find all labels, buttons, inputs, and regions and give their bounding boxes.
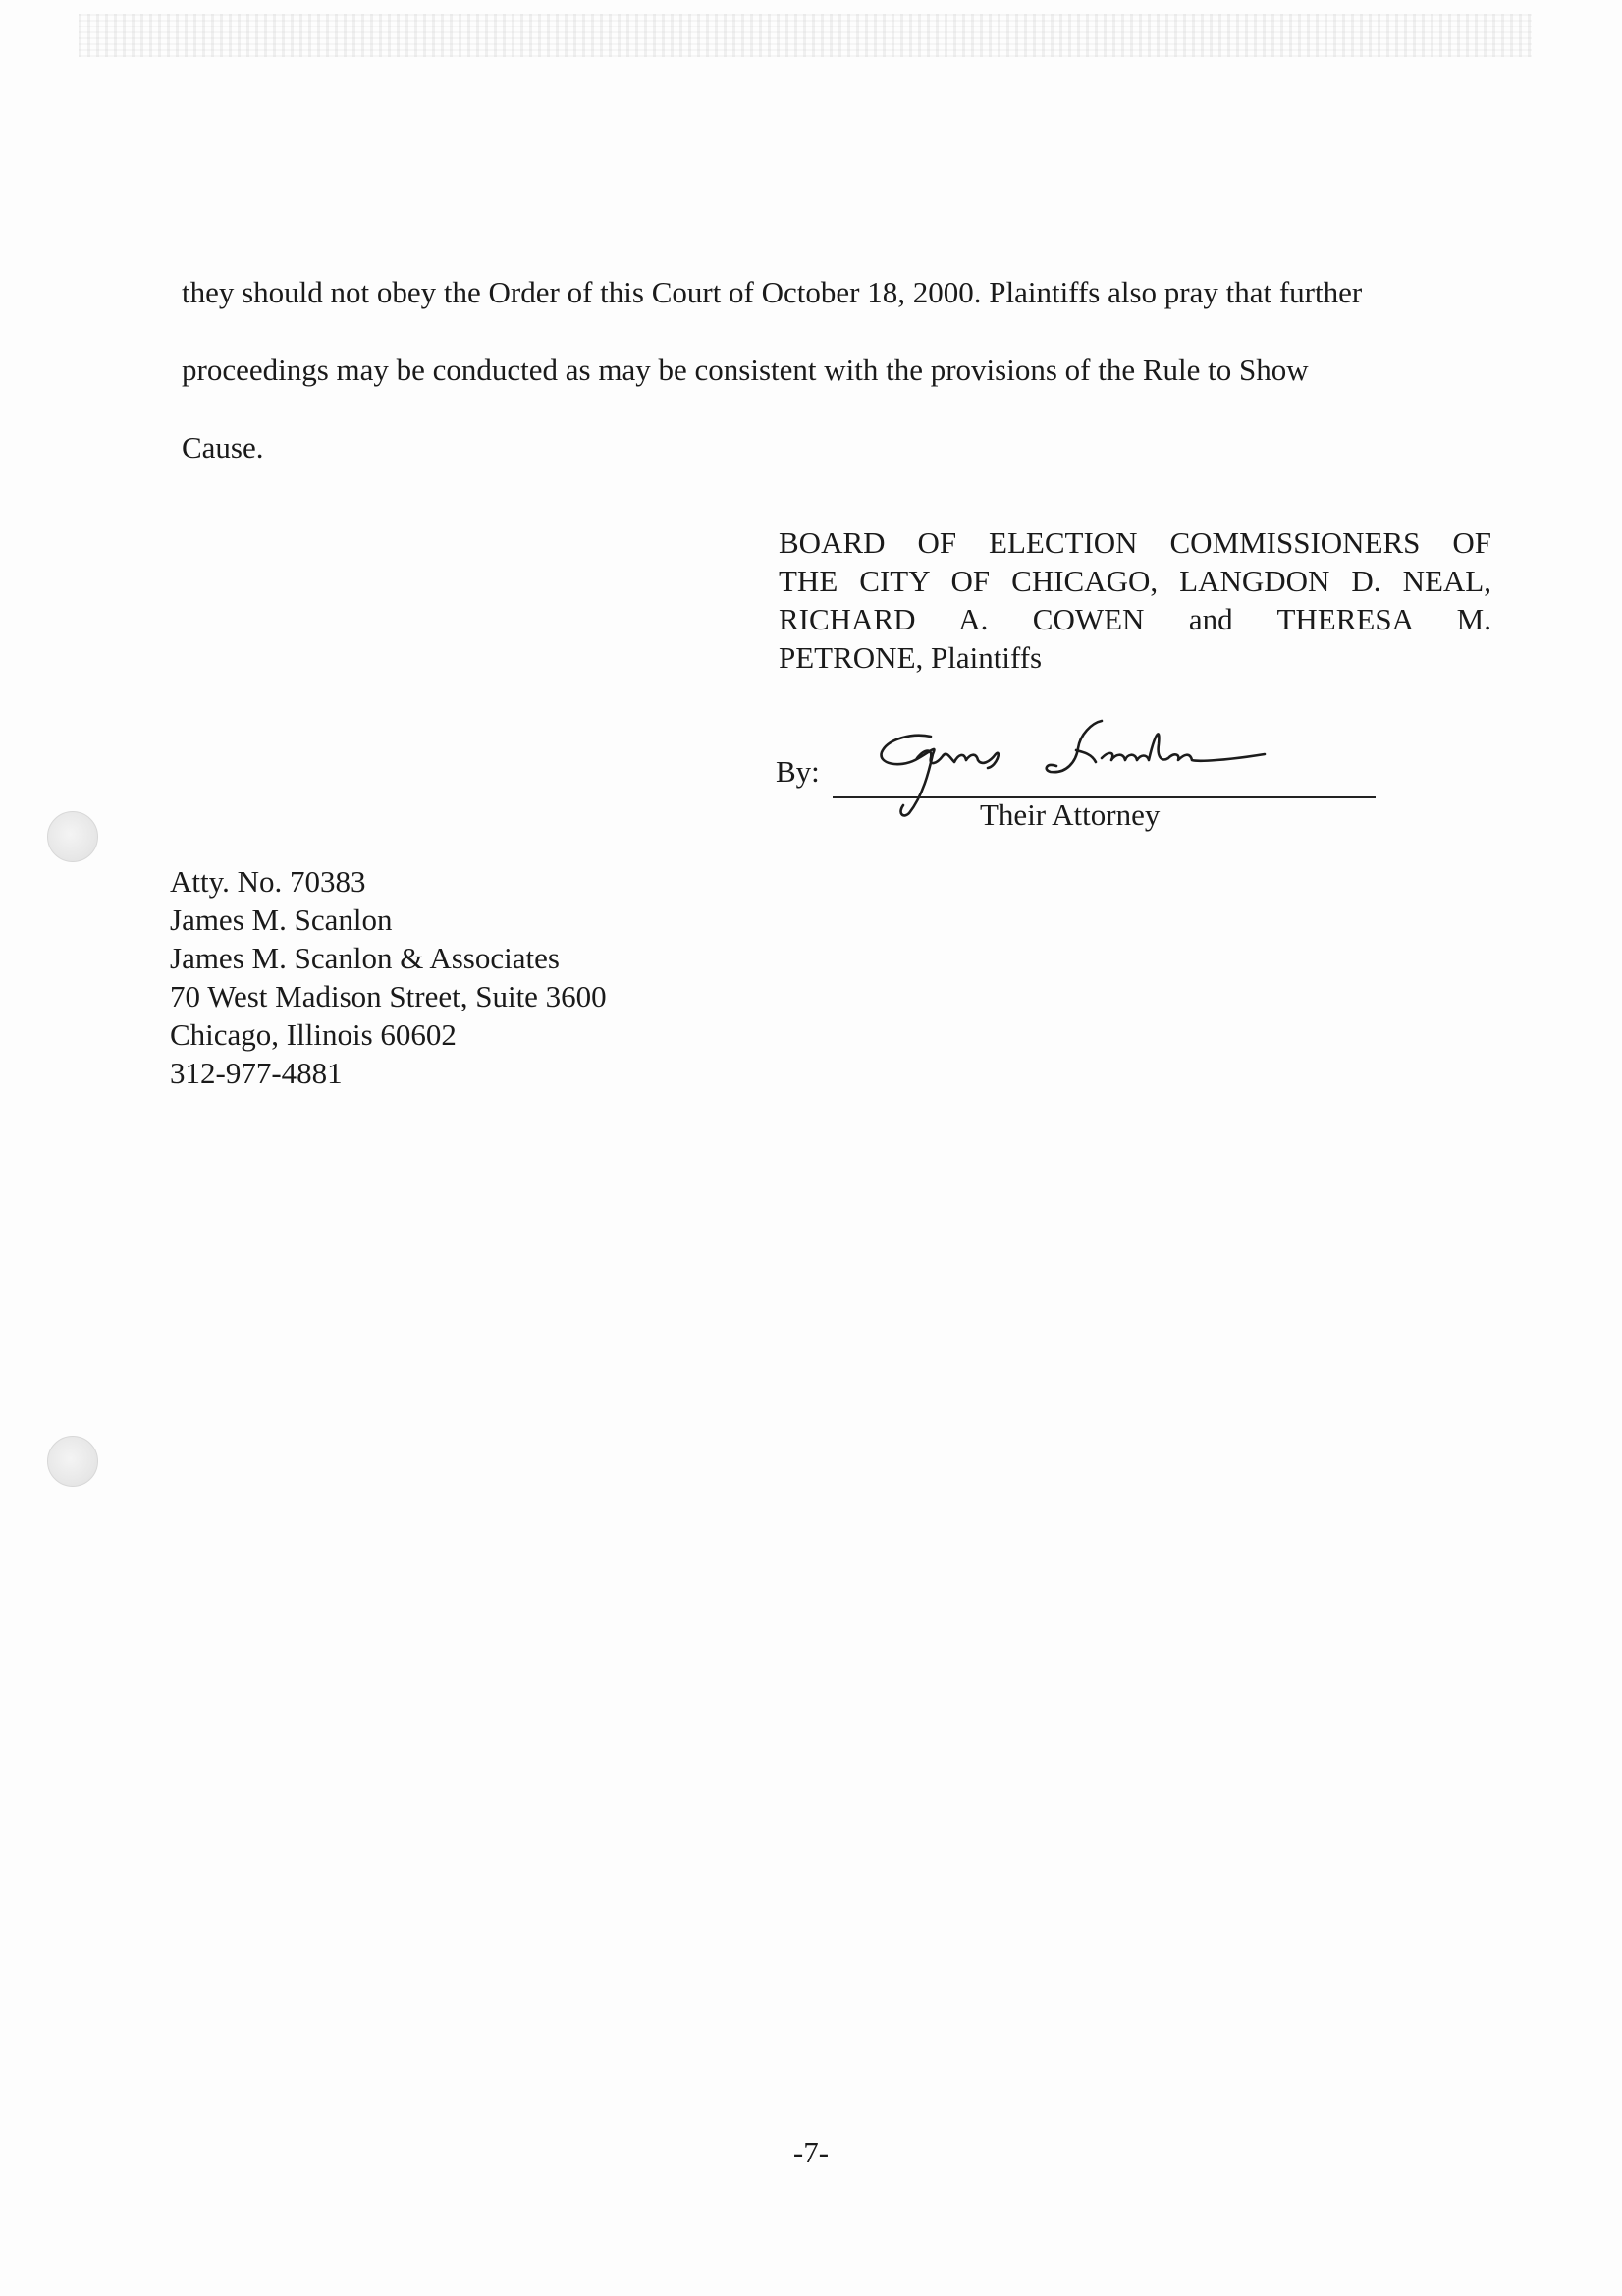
street-address: 70 West Madison Street, Suite 3600	[170, 979, 607, 1013]
body-text-line-1: they should not obey the Order of this Court of October 18, 2000. Plaintiffs also pray that further	[182, 275, 1363, 309]
plaintiff-line-2: THE CITY OF CHICAGO, LANGDON D. NEAL,	[779, 564, 1491, 598]
plaintiff-line-3: RICHARD A. COWEN and THERESA M.	[779, 602, 1491, 636]
attorney-number: Atty. No. 70383	[170, 864, 366, 899]
attorney-info-block	[170, 862, 607, 1092]
plaintiff-block	[779, 523, 1491, 677]
city-state-zip: Chicago, Illinois 60602	[170, 1017, 457, 1052]
page-number: -7-	[792, 2135, 830, 2169]
law-firm-name: James M. Scanlon & Associates	[170, 941, 560, 975]
scan-noise-band	[79, 14, 1532, 57]
signature-text: James Scanlon	[874, 715, 880, 716]
phone-number: 312-977-4881	[170, 1056, 343, 1090]
punch-hole-icon	[47, 1436, 98, 1487]
attorney-name: James M. Scanlon	[170, 902, 393, 937]
punch-hole-icon	[47, 811, 98, 862]
plaintiff-line-4: PETRONE, Plaintiffs	[779, 640, 1043, 675]
by-label: By:	[776, 754, 820, 789]
plaintiff-line-1: BOARD OF ELECTION COMMISSIONERS OF	[779, 525, 1491, 560]
signer-role: Their Attorney	[980, 797, 1161, 832]
body-text-line-2: proceedings may be conducted as may be consistent with the provisions of the Rule to Show	[182, 353, 1309, 387]
body-text-line-3: Cause.	[182, 430, 264, 465]
